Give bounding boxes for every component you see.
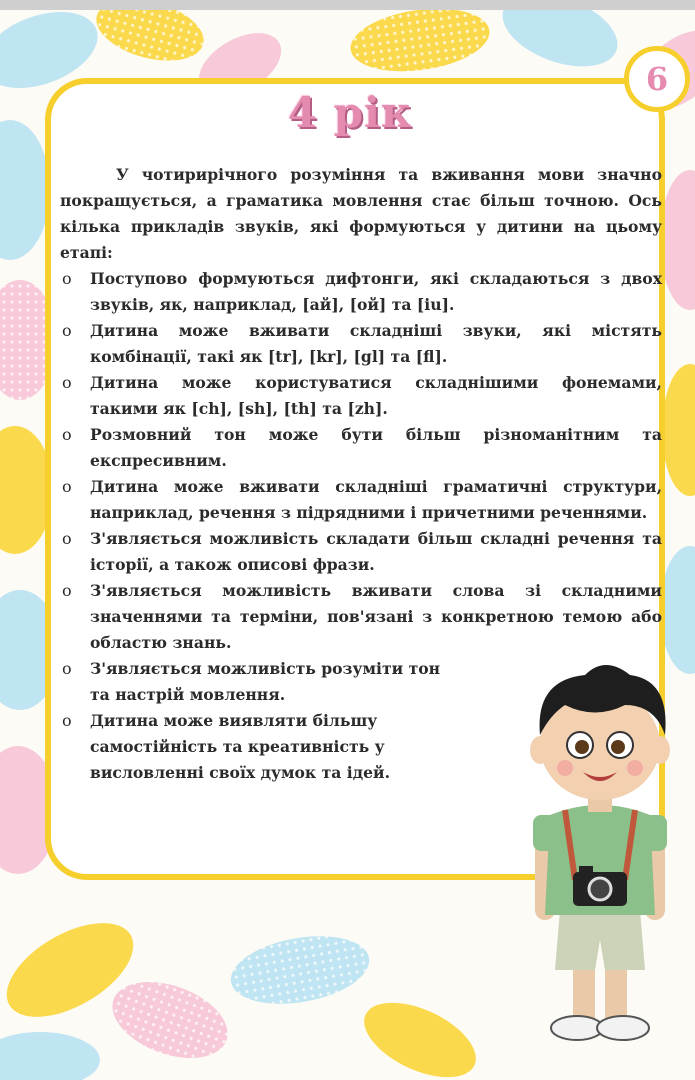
list-item-text: З'являється можливість вживати слова зі складними значеннями та терміни, пов'язані з конкретною темою або областю знань. (90, 581, 662, 652)
intro-paragraph: У чотирирічного розуміння та вживання мови значно покращується, а граматика мовлення стає більш точною. Ось кілька прикладів звуків, які формуються у дитини на цьому етапі: (60, 165, 662, 262)
page-title: 4 рік (287, 88, 413, 137)
list-item-text: Дитина може користуватися складнішими фонемами, такими як [ch], [sh], [th] та [zh]. (90, 373, 662, 418)
list-item (60, 578, 662, 656)
flower-bottom (0, 904, 487, 1080)
list-item (60, 318, 662, 370)
list-item-text: Розмовний тон може бути більш різноманітним та експресивним. (90, 425, 662, 470)
list-item-text: Дитина може вживати складніші граматичні структури, наприклад, речення з підрядними і причетними реченнями. (90, 477, 662, 522)
bullet-icon: o (62, 269, 72, 288)
list-item (60, 266, 662, 318)
bullet-icon: o (62, 321, 72, 340)
list-item-text: З'являється можливість складати більш складні речення та історії, а також описові фрази. (90, 529, 662, 574)
boy-illustration (505, 650, 695, 1050)
camera-icon (573, 866, 627, 906)
bullet-icon: o (62, 659, 72, 678)
list-item-text: З'являється можливість розуміти тон та настрій мовлення. (90, 659, 441, 704)
list-item-text: Дитина може вживати складніші звуки, які містять комбінації, такі як [tr], [kr], [gl] та [fl]. (90, 321, 662, 366)
top-status-strip (0, 0, 695, 10)
bullet-icon: o (62, 373, 72, 392)
list-item (60, 370, 662, 422)
bullet-icon: o (62, 711, 72, 730)
page-number-badge: 6 (624, 46, 690, 112)
list-item (60, 422, 662, 474)
bullet-icon: o (62, 581, 72, 600)
bullet-icon: o (62, 477, 72, 496)
list-item-text: Поступово формуються дифтонги, які складаються з двох звуків, як, наприклад, [ай], [ой] та [iu]. (90, 269, 662, 314)
list-item (60, 474, 662, 526)
bullet-icon: o (62, 425, 72, 444)
list-item-text: Дитина може виявляти більшу самостійність та креативність у висловленні своїх думок та ідей. (90, 711, 391, 782)
list-item (60, 526, 662, 578)
bullet-icon: o (62, 529, 72, 548)
